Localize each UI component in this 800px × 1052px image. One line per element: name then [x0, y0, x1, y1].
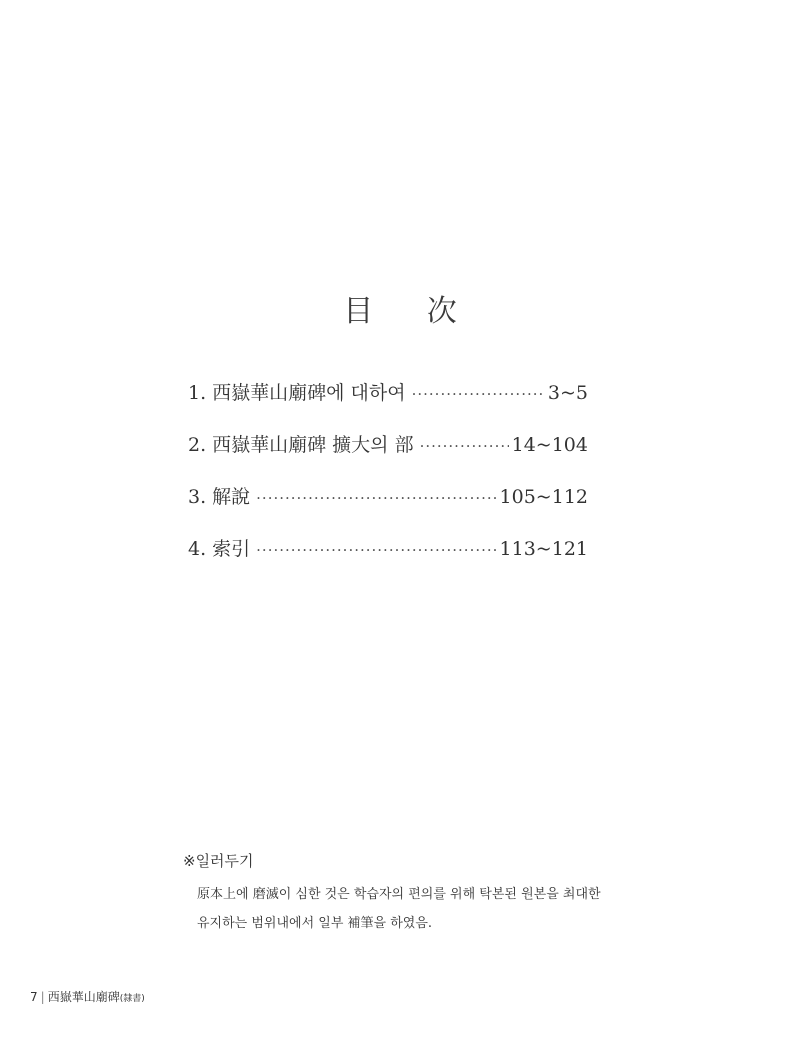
table-of-contents [188, 378, 588, 586]
notes-line: 유지하는 범위내에서 일부 補筆을 하였음. [197, 916, 433, 931]
toc-entry-number: 3. [188, 486, 207, 508]
notes-heading: ※일러두기 [183, 852, 254, 870]
book-subtitle: (隸書) [119, 994, 145, 1004]
toc-entry-commentary[interactable] [188, 482, 588, 534]
toc-entry-intro[interactable] [188, 378, 588, 430]
notes-body [197, 880, 617, 938]
page-title: 目 次 [343, 294, 479, 329]
toc-leader-dots [256, 489, 496, 507]
toc-entry-label: 解說 [212, 486, 251, 508]
toc-leader-dots [256, 541, 496, 559]
book-title: 西嶽華山廟碑 [47, 990, 120, 1004]
toc-entry-index[interactable] [188, 534, 588, 586]
toc-entry-pages: 113~121 [499, 538, 588, 560]
toc-entry-label: 索引 [212, 538, 251, 560]
page-number: 7 [30, 990, 38, 1004]
page-footer [30, 988, 145, 1005]
toc-entry-pages: 3~5 [547, 382, 588, 404]
toc-entry-pages: 105~112 [499, 486, 588, 508]
toc-entry-enlarged[interactable] [188, 430, 588, 482]
notes-line: 原本上에 磨滅이 심한 것은 학습자의 편의를 위해 탁본된 원본을 최대한 [197, 887, 601, 902]
toc-entry-pages: 14~104 [511, 434, 588, 456]
toc-leader-dots [412, 385, 545, 403]
toc-entry-label: 西嶽華山廟碑 擴大의 部 [212, 434, 414, 456]
toc-entry-number: 4. [188, 538, 207, 560]
footer-separator: | [40, 990, 45, 1004]
toc-entry-number: 1. [188, 382, 207, 404]
toc-entry-number: 2. [188, 434, 207, 456]
toc-entry-label: 西嶽華山廟碑에 대하여 [212, 382, 406, 404]
toc-leader-dots [420, 437, 509, 455]
